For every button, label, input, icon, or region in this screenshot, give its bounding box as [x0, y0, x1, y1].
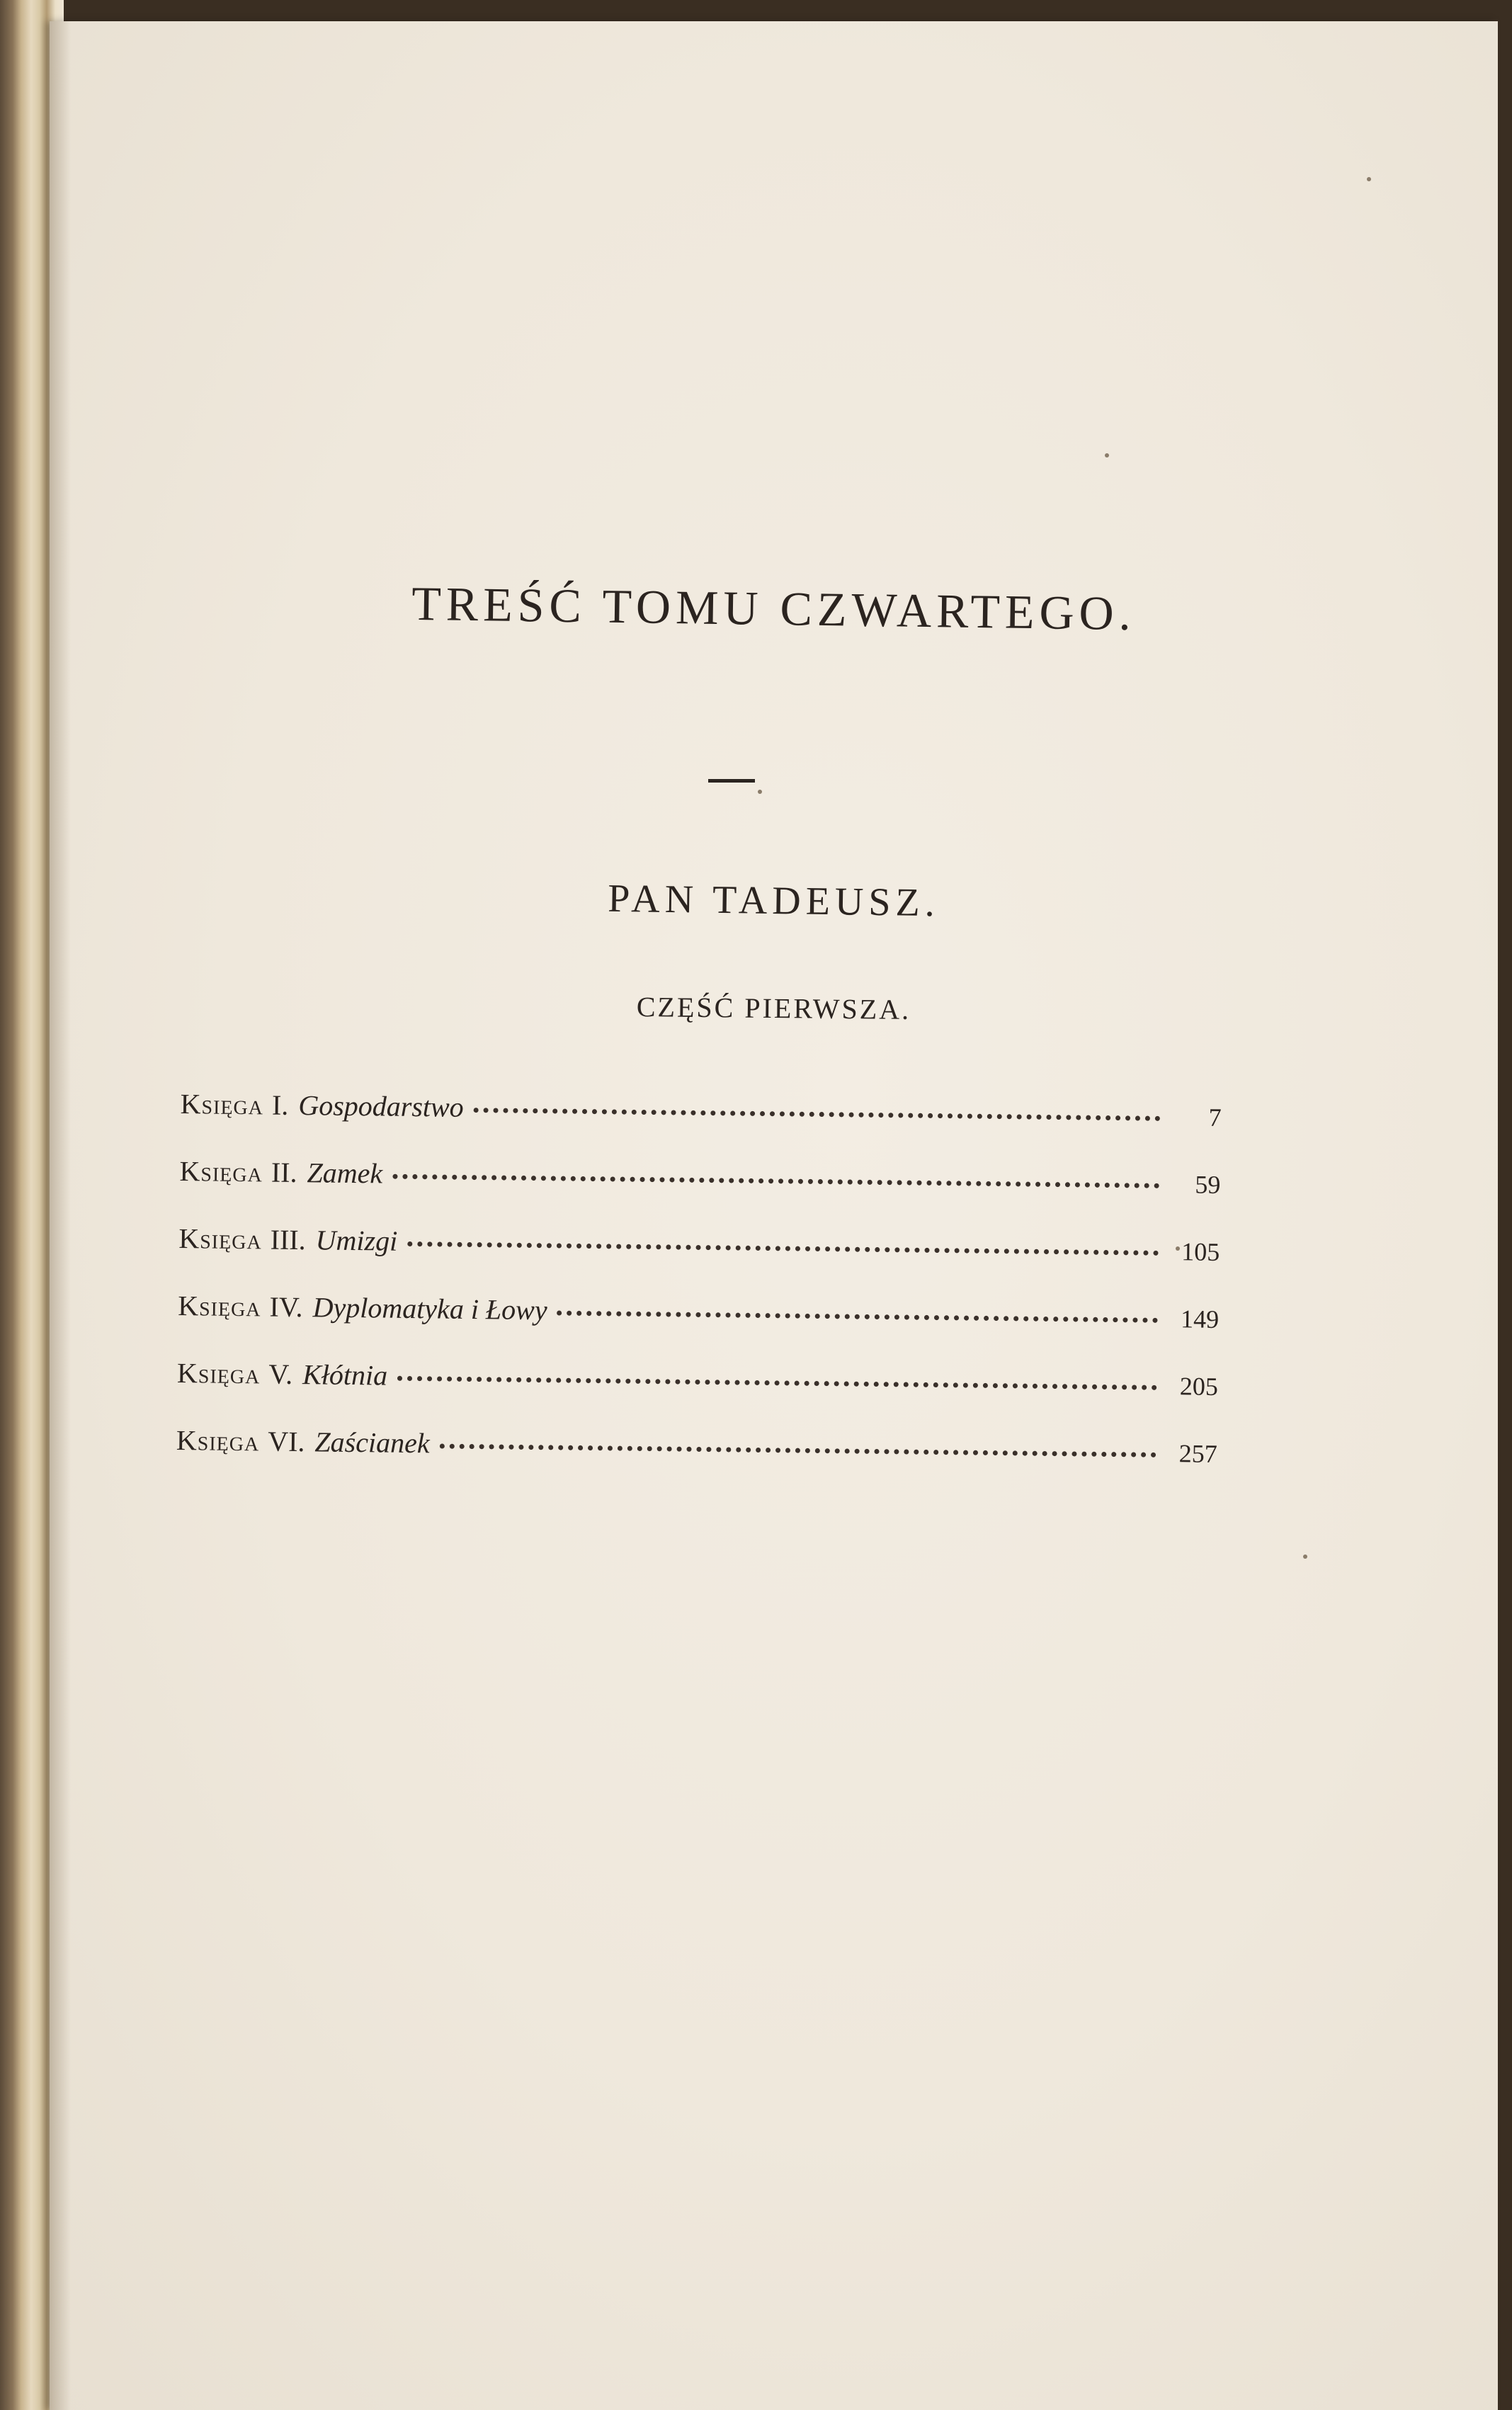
dot-leader — [440, 1444, 1156, 1457]
toc-chapter-title: Kłótnia — [302, 1358, 388, 1392]
toc-page-number: 59 — [1195, 1170, 1221, 1199]
book-page — [50, 21, 1498, 2410]
toc-entry-label — [176, 1423, 430, 1460]
paper-speck — [1105, 453, 1109, 457]
dot-leader — [397, 1376, 1157, 1390]
toc-keyword: Księga — [176, 1423, 260, 1457]
dot-leader — [407, 1241, 1159, 1256]
toc-chapter-title: Dyplomatyka i Łowy — [312, 1291, 547, 1326]
table-of-contents — [176, 1087, 1222, 1504]
toc-page-number: 149 — [1180, 1305, 1220, 1334]
toc-entry-label — [177, 1356, 388, 1392]
toc-keyword: Księga — [179, 1154, 263, 1188]
toc-entry-label — [179, 1154, 382, 1190]
toc-number: VI. — [267, 1425, 305, 1458]
toc-chapter-title: Umizgi — [315, 1224, 398, 1257]
work-title: PAN TADEUSZ. — [607, 876, 940, 926]
toc-keyword: Księga — [180, 1087, 264, 1121]
toc-page-number: 7 — [1208, 1103, 1222, 1132]
dot-leader — [557, 1311, 1159, 1323]
page-title: TREŚĆ TOMU CZWARTEGO. — [411, 576, 1137, 641]
dot-leader — [392, 1174, 1159, 1188]
page-fold-shadow — [50, 21, 71, 2410]
toc-keyword: Księga — [177, 1289, 261, 1323]
toc-entry — [179, 1154, 1221, 1234]
paper-speck — [758, 790, 762, 794]
toc-entry-label — [180, 1087, 464, 1124]
toc-chapter-title: Zamek — [307, 1156, 383, 1190]
toc-entry-label — [178, 1289, 547, 1326]
toc-number: V. — [268, 1358, 293, 1390]
toc-page-number: 257 — [1178, 1439, 1218, 1468]
toc-entry — [178, 1222, 1220, 1302]
toc-page-number: 105 — [1181, 1237, 1220, 1266]
toc-page-number: 205 — [1179, 1372, 1219, 1401]
toc-keyword: Księga — [176, 1356, 261, 1390]
paper-speck — [1303, 1554, 1307, 1559]
dot-leader — [474, 1108, 1161, 1121]
toc-number: I. — [271, 1089, 289, 1121]
toc-number: IV. — [269, 1290, 303, 1324]
toc-number: II. — [271, 1156, 297, 1189]
paper-speck — [1367, 177, 1371, 181]
toc-entry — [177, 1289, 1219, 1369]
title-divider — [708, 779, 755, 783]
toc-number: III. — [270, 1223, 306, 1256]
paper-speck — [1176, 1246, 1180, 1251]
toc-entry — [180, 1087, 1222, 1167]
toc-entry — [176, 1423, 1217, 1504]
toc-chapter-title: Gospodarstwo — [298, 1089, 465, 1123]
toc-entry — [176, 1356, 1218, 1436]
toc-entry-label — [178, 1222, 397, 1258]
toc-keyword: Księga — [178, 1222, 262, 1256]
part-title: CZĘŚĆ PIERWSZA. — [636, 990, 911, 1026]
toc-chapter-title: Zaścianek — [314, 1426, 430, 1460]
